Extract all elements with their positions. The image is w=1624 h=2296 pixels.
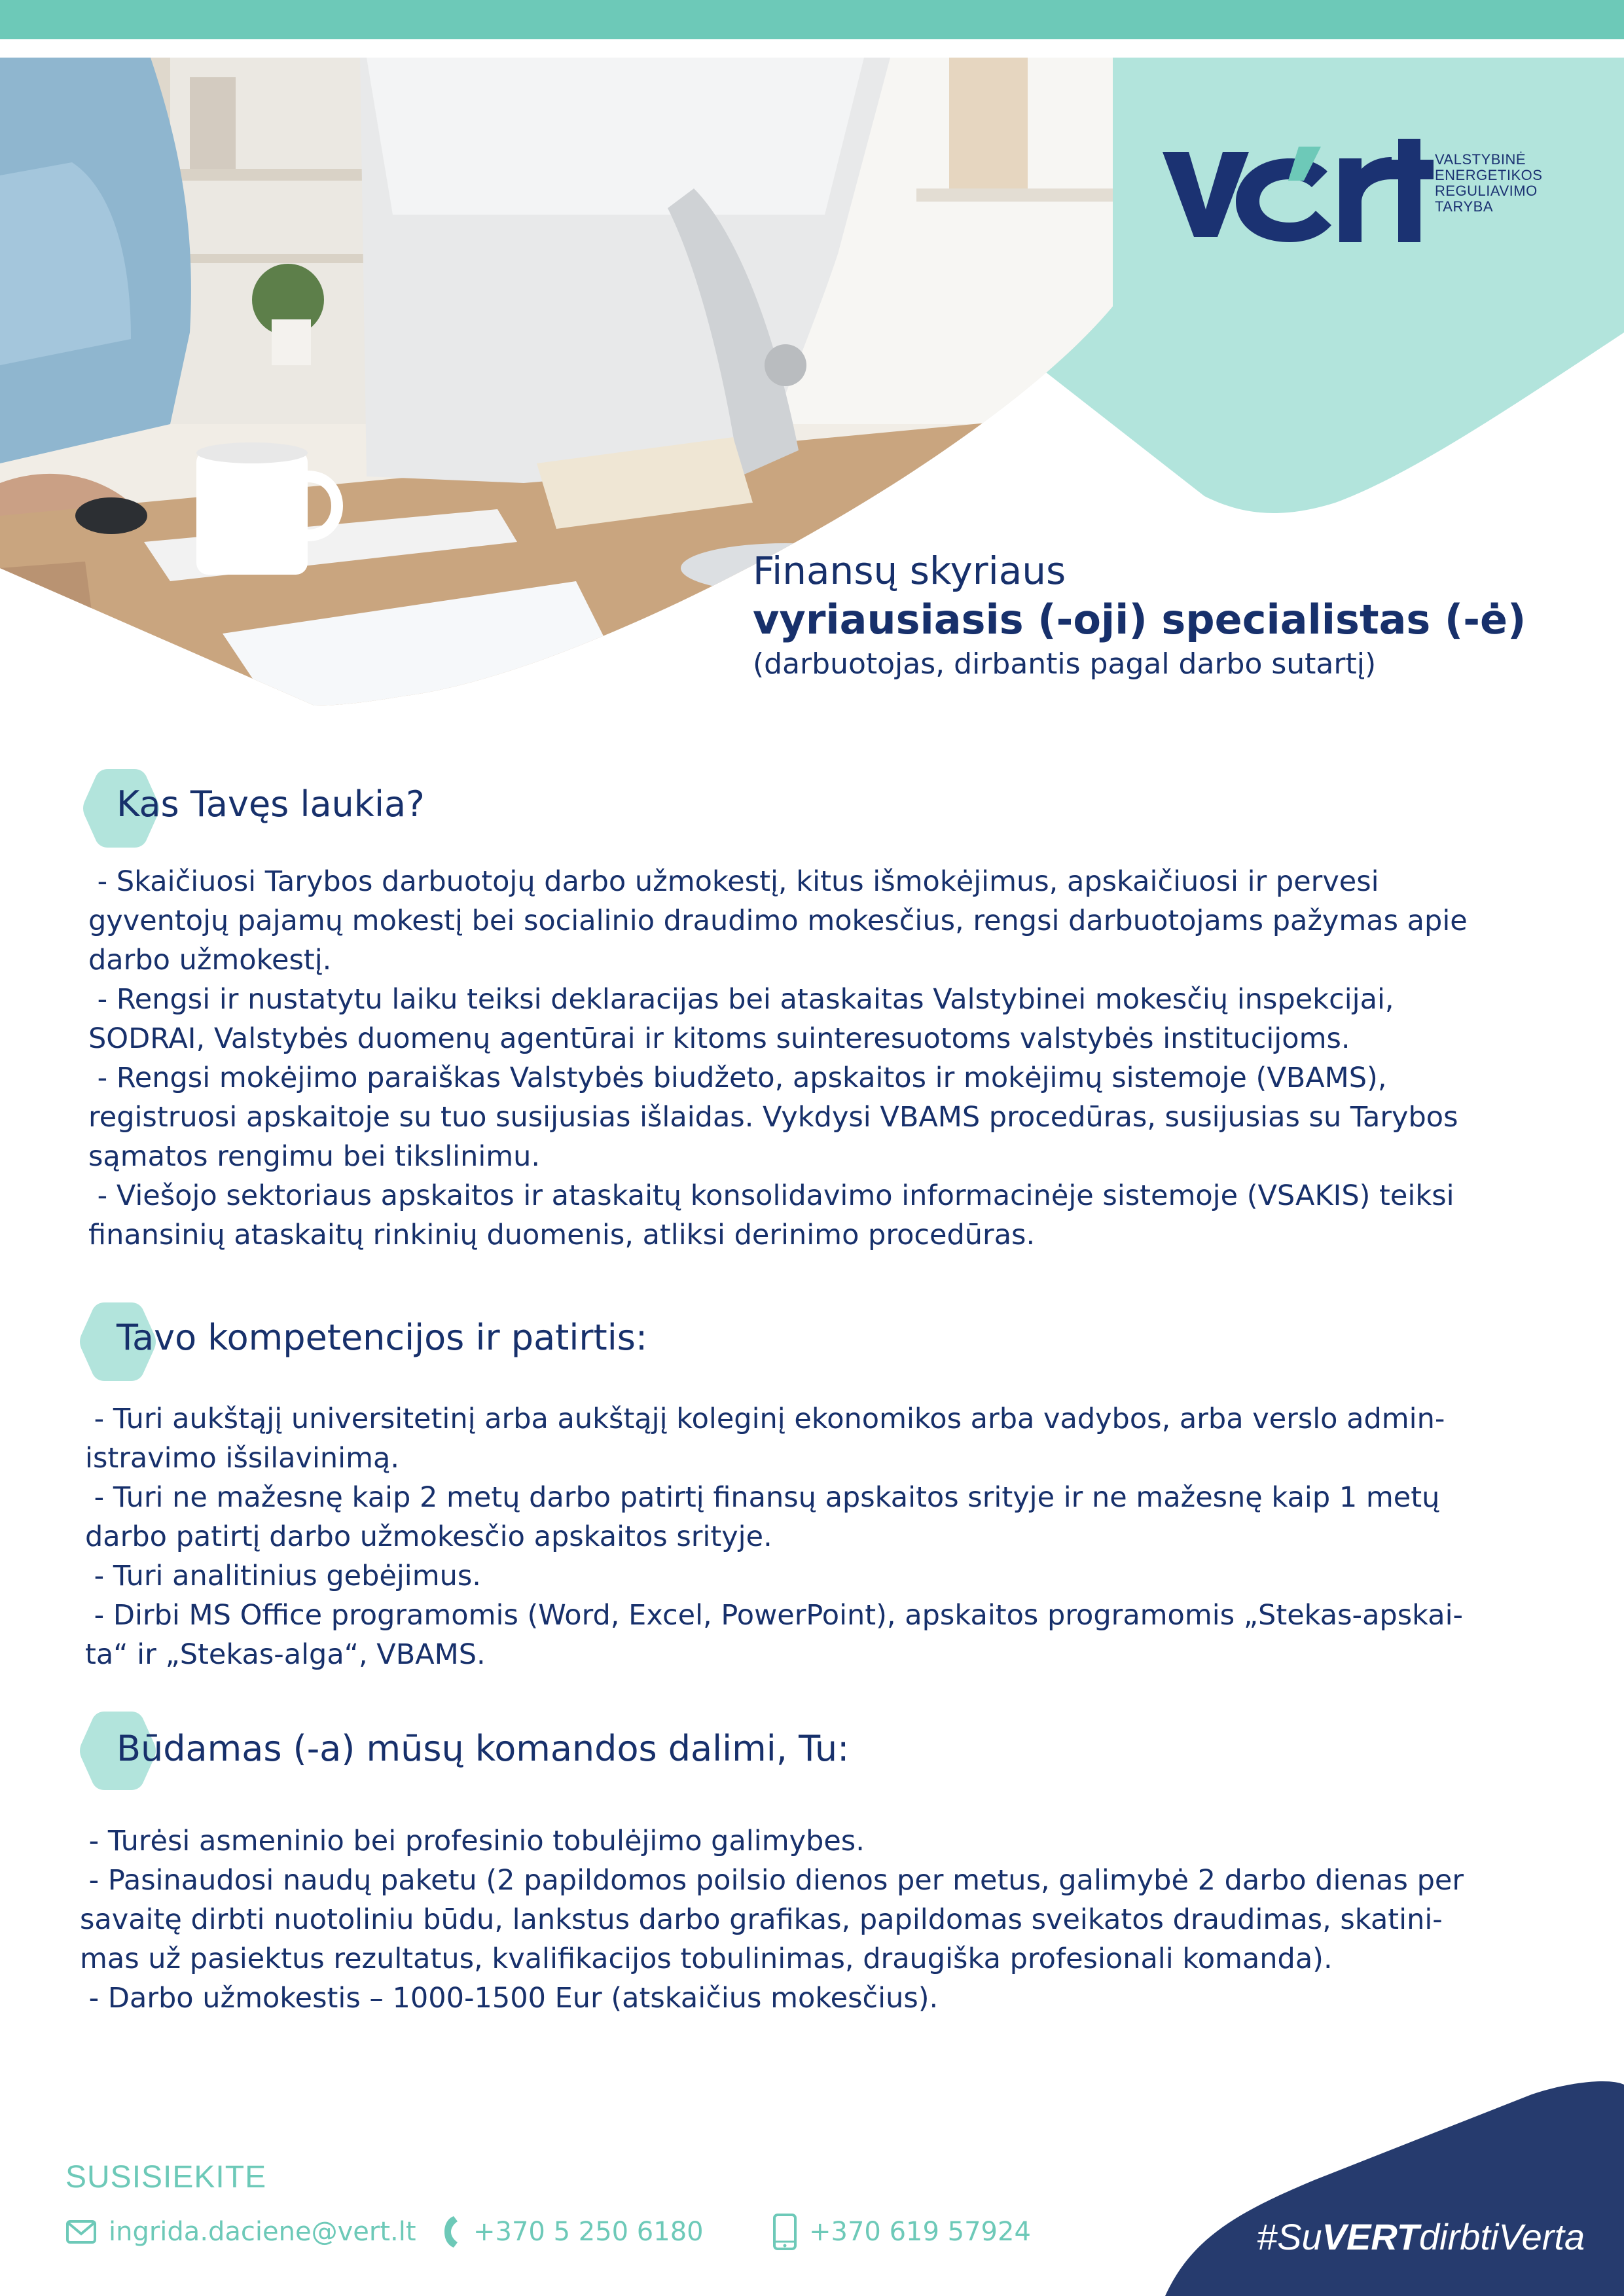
contact-heading: SUSISIEKITE [65,2160,267,2195]
envelope-icon [65,2219,97,2245]
body-line: - Skaičiuosi Tarybos darbuotojų darbo užmokestį, kitus išmokėjimus, apskaičiuosi ir pervesi [88,865,1379,898]
footer-navy-shape [1165,2081,1624,2296]
body-line: registruosi apskaitoje su tuo susijusias išlaidas. Vykdysi VBAMS procedūras, susijusias su Tarybos [88,1101,1458,1134]
mobile-phone-icon [772,2213,797,2251]
email-link[interactable]: ingrida.daciene@vert.lt [109,2217,416,2247]
logo-subtitle-line: TARYBA [1435,198,1493,215]
body-line: mas už pasiektus rezultatus, kvalifikacijos tobulinimas, draugiška profesionali komanda). [80,1943,1333,1975]
body-line: finansinių ataskaitų rinkinių duomenis, atliksi derinimo procedūras. [88,1219,1036,1251]
section-heading: Tavo kompetencijos ir patirtis: [117,1317,648,1358]
body-line: - Dirbi MS Office programomis (Word, Excel, PowerPoint), apskaitos programomis „Stekas-apskai- [85,1599,1464,1632]
section-heading: Būdamas (-a) mūsų komandos dalimi, Tu: [117,1728,850,1769]
position-title: vyriausiasis (-oji) specialistas (-ė) [753,596,1526,643]
body-line: - Turi analitinius gebėjimus. [85,1560,481,1592]
body-line: savaitę dirbti nuotoliniu būdu, lankstus darbo grafikas, papildomas sveikatos draudimas, skatini- [80,1903,1443,1936]
logo-subtitle [1435,152,1592,215]
top-accent-bar [0,0,1624,39]
body-line: darbo užmokestį. [88,944,332,977]
logo-subtitle-line: REGULIAVIMO [1435,183,1538,199]
phone-handset-icon [442,2215,461,2249]
logo-subtitle-line: VALSTYBINĖ [1435,151,1526,168]
body-line: - Rengsi ir nustatytu laiku teiksi deklaracijas bei ataskaitas Valstybinei mokesčių inspekcijai, [88,983,1394,1016]
body-line: - Pasinaudosi naudų paketu (2 papildomos poilsio dienos per metus, galimybė 2 darbo dienas per [80,1864,1464,1897]
section-body [80,1821,1540,2018]
hashtag-suffix: dirbtiVerta [1418,2216,1585,2257]
body-line: darbo patirtį darbo užmokesčio apskaitos srityje. [85,1520,772,1553]
job-title-block [753,547,1571,683]
body-line: ta“ ir „Stekas-alga“, VBAMS. [85,1638,486,1671]
section-body [85,1399,1545,1674]
body-line: sąmatos rengimu bei tikslinimu. [88,1140,541,1173]
mobile-number[interactable]: +370 619 57924 [809,2217,1031,2247]
phone-number[interactable]: +370 5 250 6180 [473,2217,704,2247]
body-line: - Turėsi asmeninio bei profesinio tobulėjimo galimybes. [80,1825,865,1857]
contact-email[interactable] [65,2212,416,2251]
logo-subtitle-line: ENERGETIKOS [1435,167,1543,183]
body-line: - Rengsi mokėjimo paraiškas Valstybės biudžeto, apskaitos ir mokėjimų sistemoje (VBAMS), [88,1062,1387,1094]
department-name: Finansų skyriaus [753,548,1066,593]
body-line: - Turi aukštąjį universitetinį arba aukštąjį koleginį ekonomikos arba vadybos, arba verslo admin- [85,1403,1445,1435]
contact-phone[interactable] [442,2212,704,2251]
contact-mobile[interactable] [772,2212,1031,2251]
body-line: - Viešojo sektoriaus apskaitos ir ataskaitų konsolidavimo informacinėje sistemoje (VSAKIS) teiksi [88,1179,1454,1212]
employment-type: (darbuotojas, dirbantis pagal darbo sutartį) [753,647,1377,681]
body-line: SODRAI, Valstybės duomenų agentūrai ir kitoms suinteresuotoms valstybės institucijoms. [88,1022,1350,1055]
hashtag-slogan [1257,2215,1585,2258]
body-line: - Turi ne mažesnę kaip 2 metų darbo patirtį finansų apskaitos srityje ir ne mažesnę kaip 1 metų [85,1481,1440,1514]
section-heading: Kas Tavęs laukia? [117,783,425,825]
body-line: istravimo išsilavinimą. [85,1442,399,1475]
hashtag-bold: VERT [1322,2216,1419,2257]
body-line: gyventojų pajamų mokestį bei socialinio draudimo mokesčius, rengsi darbuotojams pažymas apie [88,905,1468,937]
body-line: - Darbo užmokestis – 1000-1500 Eur (atskaičius mokesčius). [80,1982,939,2015]
hashtag-prefix: #Su [1257,2216,1322,2257]
vert-wordmark [1159,139,1434,250]
section-body [88,862,1548,1255]
